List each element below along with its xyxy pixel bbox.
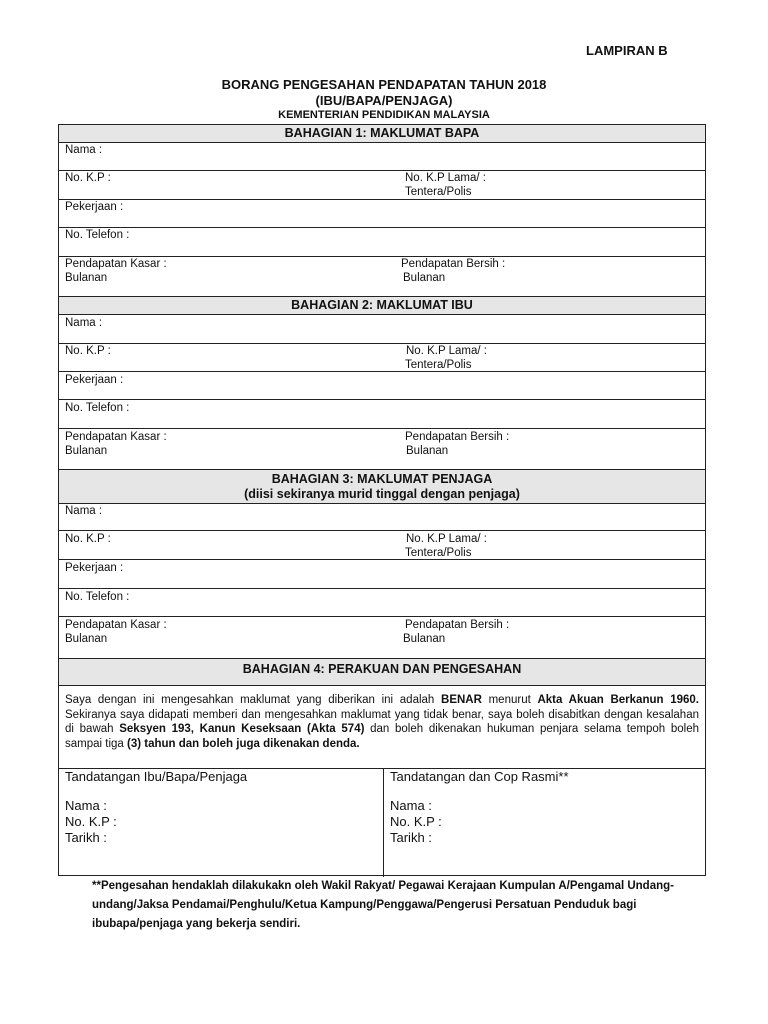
ibu-kp-lama-sub: Tentera/Polis (405, 359, 472, 371)
penjaga-kasar-field[interactable]: Pendapatan Kasar : (65, 619, 167, 631)
bapa-kp-lama-field[interactable]: No. K.P Lama/ : (405, 172, 486, 184)
footnote: **Pengesahan hendaklah dilakukakn oleh Wakil Rakyat/ Pegawai Kerajaan Kumpulan A/Pengamal Undang-undang/Jaksa Pendamai/Penghulu/Ketua Kampung/Penggawa/Pengerusi Persatuan Penduduk bagi ibubapa/penjaga yang bekerja sendiri. (92, 880, 674, 930)
bapa-nama-field[interactable]: Nama : (65, 144, 103, 156)
penjaga-bersih-field[interactable]: Pendapatan Bersih : (405, 619, 510, 631)
ibu-bersih-sub: Bulanan (406, 445, 449, 457)
ibu-bersih-field[interactable]: Pendapatan Bersih : (405, 431, 510, 443)
bapa-kasar-field[interactable]: Pendapatan Kasar : (65, 258, 167, 270)
official-nama-field[interactable]: Nama : (390, 798, 432, 813)
parent-signature-title[interactable]: Tandatangan Ibu/Bapa/Penjaga (65, 769, 248, 784)
section-3-subtitle: (diisi sekiranya murid tinggal dengan penjaga) (244, 487, 520, 501)
ministry-name: KEMENTERIAN PENDIDIKAN MALAYSIA (278, 109, 490, 121)
bapa-telefon-field[interactable]: No. Telefon : (65, 229, 130, 241)
penjaga-bersih-sub: Bulanan (403, 633, 446, 645)
bapa-bersih-sub: Bulanan (403, 272, 446, 284)
penjaga-kp-lama-field[interactable]: No. K.P Lama/ : (406, 533, 487, 545)
form-subtitle: (IBU/BAPA/PENJAGA) (315, 93, 453, 108)
section-4-header: BAHAGIAN 4: PERAKUAN DAN PENGESAHAN (59, 659, 705, 685)
bapa-kasar-sub: Bulanan (65, 272, 108, 284)
section-1-header: BAHAGIAN 1: MAKLUMAT BAPA (59, 125, 705, 142)
ibu-pekerjaan-field[interactable]: Pekerjaan : (65, 374, 124, 386)
bapa-kp-lama-sub: Tentera/Polis (405, 186, 472, 198)
bapa-kp-field[interactable]: No. K.P : (65, 172, 111, 184)
official-signature-title[interactable]: Tandatangan dan Cop Rasmi** (390, 769, 569, 784)
penjaga-kp-field[interactable]: No. K.P : (65, 533, 111, 545)
declaration-text: Saya dengan ini mengesahkan maklumat yang diberikan ini adalah BENAR menurut Akta Akuan Berkanun 1960. Sekiranya saya didapati memberi dan mengesahkan maklumat yang tidak benar, saya boleh disabitkan dengan kesalahan di bawah Seksyen 193, Kanun Keseksaan (Akta 574) dan boleh dikenakan hukuman penjara selama tempoh boleh sampai tiga (3) tahun dan boleh juga dikenakan denda. (65, 694, 699, 750)
section-2-header: BAHAGIAN 2: MAKLUMAT IBU (59, 297, 705, 314)
parent-nama-field[interactable]: Nama : (65, 798, 107, 813)
ibu-telefon-field[interactable]: No. Telefon : (65, 402, 130, 414)
signature-divider (383, 768, 384, 877)
form-table (58, 124, 706, 876)
form-title: BORANG PENGESAHAN PENDAPATAN TAHUN 2018 (221, 77, 547, 92)
bapa-pekerjaan-field[interactable]: Pekerjaan : (65, 201, 124, 213)
ibu-nama-field[interactable]: Nama : (65, 317, 103, 329)
lampiran-label: LAMPIRAN B (586, 43, 668, 58)
bapa-bersih-field[interactable]: Pendapatan Bersih : (401, 258, 506, 270)
official-kp-field[interactable]: No. K.P : (390, 814, 442, 829)
ibu-kasar-sub: Bulanan (65, 445, 108, 457)
section-3-header (59, 470, 705, 503)
ibu-kasar-field[interactable]: Pendapatan Kasar : (65, 431, 167, 443)
penjaga-kp-lama-sub: Tentera/Polis (405, 547, 472, 559)
penjaga-pekerjaan-field[interactable]: Pekerjaan : (65, 562, 124, 574)
penjaga-telefon-field[interactable]: No. Telefon : (65, 591, 130, 603)
ibu-kp-lama-field[interactable]: No. K.P Lama/ : (406, 345, 487, 357)
penjaga-nama-field[interactable]: Nama : (65, 505, 103, 517)
parent-kp-field[interactable]: No. K.P : (65, 814, 117, 829)
official-tarikh-field[interactable]: Tarikh : (390, 830, 432, 845)
section-3-title: BAHAGIAN 3: MAKLUMAT PENJAGA (271, 472, 493, 486)
parent-tarikh-field[interactable]: Tarikh : (65, 830, 107, 845)
penjaga-kasar-sub: Bulanan (65, 633, 108, 645)
ibu-kp-field[interactable]: No. K.P : (65, 345, 111, 357)
